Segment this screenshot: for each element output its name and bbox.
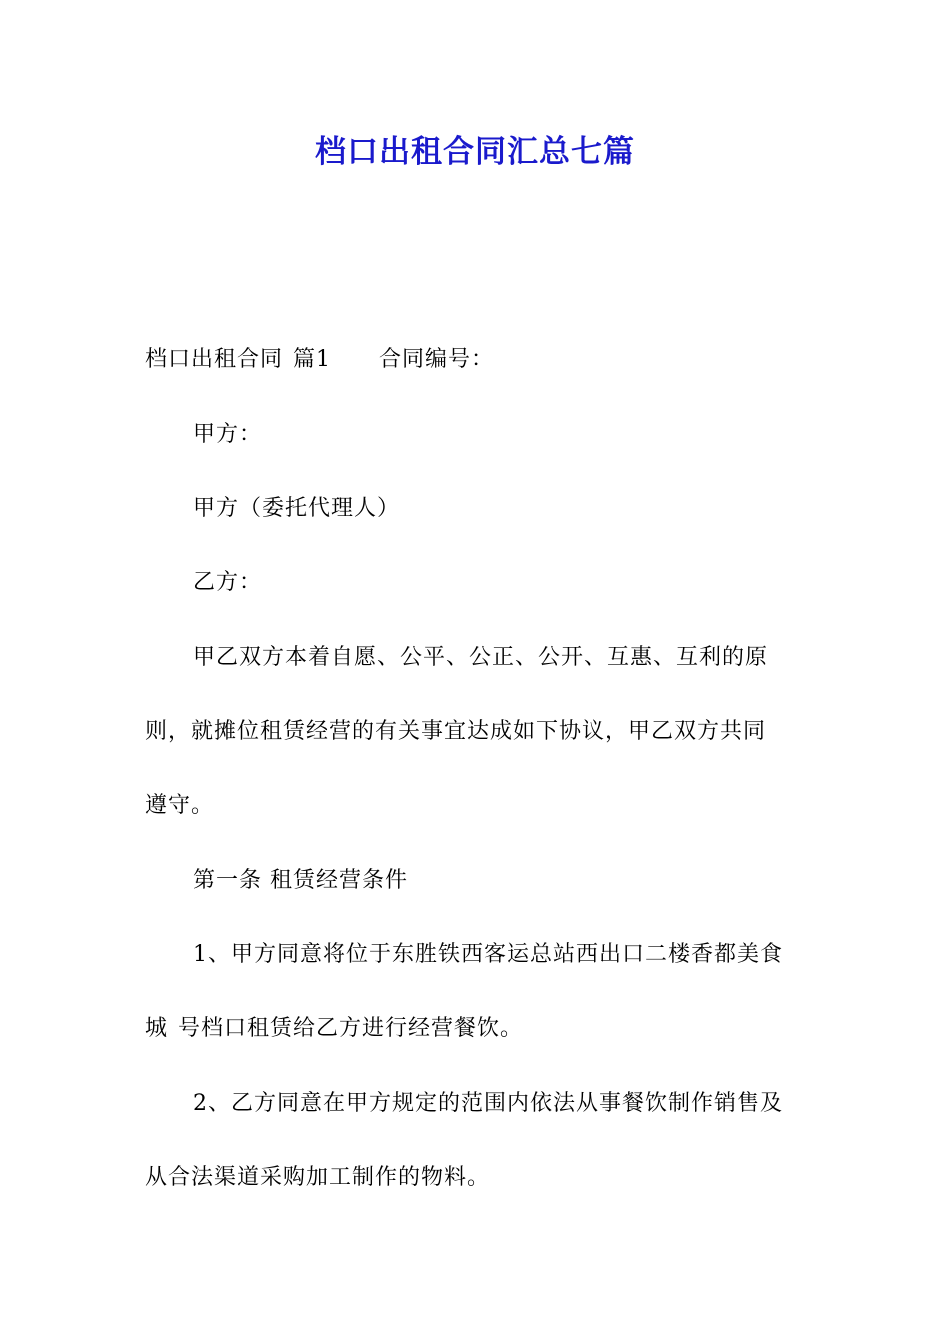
item-2-line-1: 2、乙方同意在甲方规定的范围内依法从事餐饮制作销售及 xyxy=(193,1091,783,1116)
document-title: 档口出租合同汇总七篇 xyxy=(315,134,635,170)
party-a-label: 甲方： xyxy=(193,422,263,447)
intro-paragraph-line-2: 则，就摊位租赁经营的有关事宜达成如下协议，甲乙双方共同 xyxy=(145,719,767,744)
article-1-heading: 第一条 租赁经营条件 xyxy=(193,868,408,893)
contract-number-label: 合同编号： xyxy=(379,347,495,372)
item-1-line-2-end: 号档口租赁给乙方进行经营餐饮。 xyxy=(178,1016,524,1041)
item-1-line-1: 1、甲方同意将位于东胜铁西客运总站西出口二楼香都美食 xyxy=(193,942,783,967)
item-2-line-2: 从合法渠道采购加工制作的物料。 xyxy=(145,1165,491,1190)
intro-paragraph-line-3: 遵守。 xyxy=(145,793,215,818)
party-a-agent-label: 甲方（委托代理人） xyxy=(193,496,401,521)
contract-part-number: 篇1 xyxy=(293,347,332,372)
contract-name: 档口出租合同 xyxy=(145,347,284,372)
item-1-line-2-start: 城 xyxy=(145,1016,169,1041)
intro-paragraph-line-1: 甲乙双方本着自愿、公平、公正、公开、互惠、互利的原 xyxy=(193,645,769,670)
contract-header-line xyxy=(145,342,494,378)
party-b-label: 乙方： xyxy=(193,570,263,595)
item-1-line-2 xyxy=(145,1011,523,1047)
